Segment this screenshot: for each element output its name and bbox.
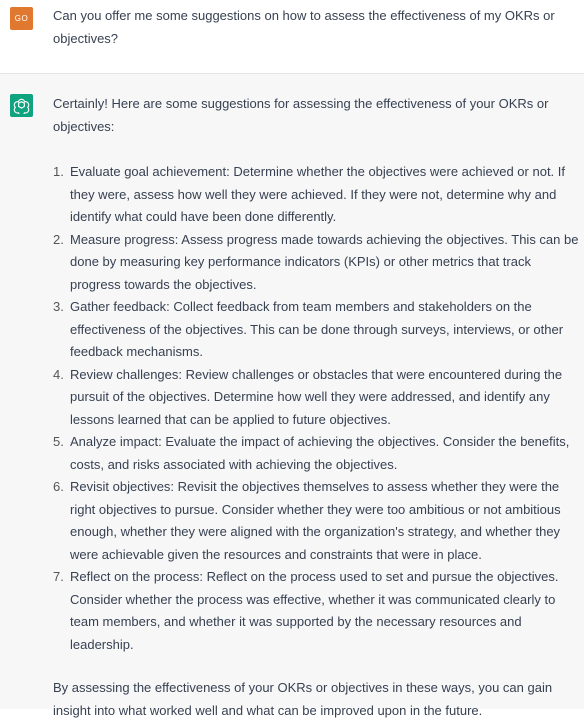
list-number: 1. xyxy=(53,164,64,179)
openai-logo-icon xyxy=(13,97,30,114)
list-number: 6. xyxy=(53,479,64,494)
list-item xyxy=(53,296,579,364)
list-item-text: Analyze impact: Evaluate the impact of achieving the objectives. Consider the benefits, costs, and risks associated with achieving the objectives. xyxy=(70,434,570,472)
list-number: 7. xyxy=(53,569,64,584)
user-message-text: Can you offer me some suggestions on how to assess the effectiveness of my OKRs or objectives? xyxy=(53,8,555,46)
list-number: 2. xyxy=(53,231,64,247)
list-item xyxy=(53,229,579,297)
list-item xyxy=(53,431,579,476)
suggestions-list xyxy=(53,161,579,656)
list-item-text: Evaluate goal achievement: Determine whether the objectives were achieved or not. If they were, assess how well they were achieved. If they were not, determine why and identify what could have been done differently. xyxy=(70,164,565,224)
user-message xyxy=(0,0,584,74)
list-number: 5. xyxy=(53,434,64,449)
user-avatar: GO xyxy=(10,7,33,30)
list-item-text: Measure progress: Assess progress made towards achieving the objectives. This can be done by measuring key performance indicators (KPIs) or other metrics that track progress towards the objectives. xyxy=(70,231,579,292)
list-item-text: Review challenges: Review challenges or obstacles that were encountered during the pursuit of the objectives. Determine how well they were addressed, and identify any lessons learned that can be applied to future objectives. xyxy=(70,366,563,427)
assistant-conclusion: By assessing the effectiveness of your OKRs or objectives in these ways, you can gain insight into what worked well and what can be improved upon in the future. xyxy=(53,680,553,718)
assistant-intro: Certainly! Here are some suggestions for assessing the effectiveness of your OKRs or objectives: xyxy=(53,96,549,134)
list-number: 3. xyxy=(53,299,64,314)
assistant-message-body xyxy=(53,93,579,722)
list-item-text: Gather feedback: Collect feedback from team members and stakeholders on the effectiveness of the objectives. This can be done through surveys, interviews, or other feedback mechanisms. xyxy=(70,299,564,359)
assistant-avatar xyxy=(10,94,33,117)
assistant-message xyxy=(0,74,584,718)
list-item xyxy=(53,364,579,432)
list-item xyxy=(53,566,579,656)
list-number: 4. xyxy=(53,366,64,382)
list-item-text: Reflect on the process: Reflect on the process used to set and pursue the objectives. Consider whether the process was effective, whether it was communicated clearly to team members, and whether it was supported by the necessary resources and leadership. xyxy=(70,569,559,652)
list-item-text: Revisit objectives: Revisit the objectives themselves to assess whether they were the right objectives to pursue. Consider whether they were too ambitious or not ambitious enough, whether they were aligned with the organization's strategy, and whether they were achievable given the resources and constraints that were in place. xyxy=(70,479,561,562)
list-item xyxy=(53,476,579,566)
list-item xyxy=(53,161,579,229)
